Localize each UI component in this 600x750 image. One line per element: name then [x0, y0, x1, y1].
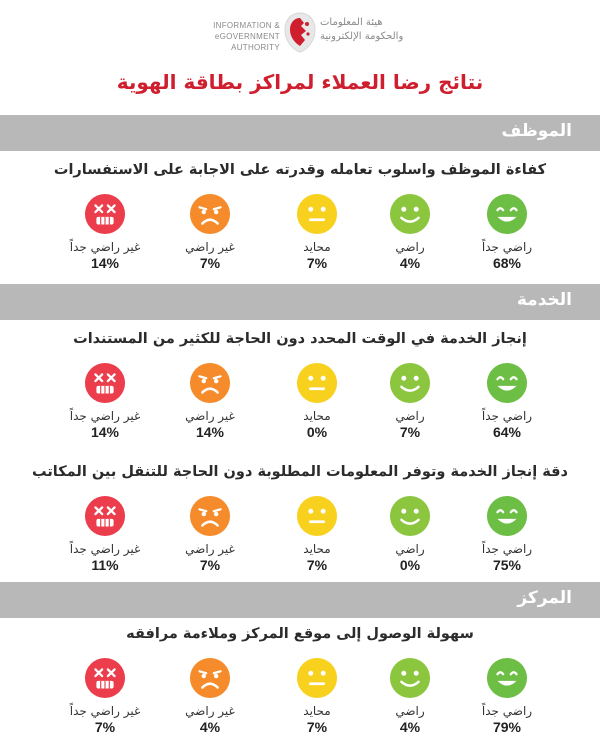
rating-neutral	[272, 362, 362, 440]
rating-percent: 4%	[399, 719, 421, 735]
section-label: الخدمة	[516, 290, 572, 310]
rating-row	[0, 495, 600, 585]
section-band-service	[0, 284, 600, 320]
satisfied-face-icon	[389, 657, 431, 699]
neutral-face-icon	[296, 362, 338, 404]
dissatisfied-face-icon	[189, 495, 231, 537]
rating-percent: 14%	[90, 255, 120, 271]
org-name-english-line2: eGOVERNMENT AUTHORITY	[214, 32, 280, 52]
authority-logo-icon	[282, 10, 318, 54]
rating-percent: 7%	[306, 255, 328, 271]
very-satisfied-face-icon	[486, 193, 528, 235]
rating-percent: 7%	[94, 719, 116, 735]
rating-label: غير راضي	[185, 704, 235, 718]
rating-percent: 0%	[399, 557, 421, 573]
rating-percent: 7%	[199, 557, 221, 573]
neutral-face-icon	[296, 657, 338, 699]
rating-very-dissatisfied	[60, 495, 150, 573]
satisfied-face-icon	[389, 362, 431, 404]
rating-satisfied	[365, 193, 455, 271]
rating-label: محايد	[303, 409, 331, 423]
rating-label: راضي جداً	[481, 240, 533, 254]
rating-percent: 14%	[195, 424, 225, 440]
question-text: سهولة الوصول إلى موقع المركز وملاءمة مرافقه	[126, 626, 474, 642]
section-label: المركز	[517, 588, 572, 608]
rating-percent: 0%	[306, 424, 328, 440]
rating-label: غير راضي	[185, 240, 235, 254]
page-title: نتائج رضا العملاء لمراكز بطاقة الهوية	[116, 70, 484, 94]
rating-label: غير راضي جداً	[69, 240, 141, 254]
rating-dissatisfied	[165, 362, 255, 440]
very-dissatisfied-face-icon	[84, 193, 126, 235]
org-name-arabic-line2: والحكومة الإلكترونية	[320, 31, 404, 42]
dissatisfied-face-icon	[189, 193, 231, 235]
question-text: دقة إنجاز الخدمة وتوفر المعلومات المطلوبة دون الحاجة للتنقل بين المكاتب	[32, 464, 568, 480]
rating-label: محايد	[303, 704, 331, 718]
rating-neutral	[272, 193, 362, 271]
neutral-face-icon	[296, 495, 338, 537]
rating-row	[0, 657, 600, 747]
rating-dissatisfied	[165, 495, 255, 573]
page-header	[0, 0, 600, 62]
rating-percent: 64%	[492, 424, 522, 440]
rating-neutral	[272, 657, 362, 735]
rating-very-dissatisfied	[60, 657, 150, 735]
rating-label: راضي	[395, 240, 425, 254]
rating-label: غير راضي جداً	[69, 409, 141, 423]
rating-very-dissatisfied	[60, 193, 150, 271]
rating-percent: 11%	[91, 557, 119, 573]
rating-label: غير راضي جداً	[69, 704, 141, 718]
rating-very-satisfied	[462, 495, 552, 573]
rating-label: محايد	[303, 240, 331, 254]
rating-percent: 14%	[90, 424, 120, 440]
rating-label: غير راضي	[185, 542, 235, 556]
rating-label: راضي جداً	[481, 542, 533, 556]
rating-very-dissatisfied	[60, 362, 150, 440]
rating-label: غير راضي	[185, 409, 235, 423]
question-text: إنجاز الخدمة في الوقت المحدد دون الحاجة للكثير من المستندات	[73, 331, 527, 347]
rating-satisfied	[365, 362, 455, 440]
neutral-face-icon	[296, 193, 338, 235]
rating-percent: 7%	[199, 255, 221, 271]
org-name-arabic	[320, 16, 430, 44]
rating-dissatisfied	[165, 657, 255, 735]
section-band-employee	[0, 115, 600, 151]
dissatisfied-face-icon	[189, 657, 231, 699]
rating-satisfied	[365, 495, 455, 573]
rating-label: راضي	[395, 409, 425, 423]
rating-percent: 7%	[399, 424, 421, 440]
rating-neutral	[272, 495, 362, 573]
rating-percent: 68%	[492, 255, 522, 271]
very-dissatisfied-face-icon	[84, 362, 126, 404]
rating-very-satisfied	[462, 362, 552, 440]
rating-percent: 7%	[306, 557, 328, 573]
section-band-center	[0, 582, 600, 618]
rating-label: محايد	[303, 542, 331, 556]
org-name-arabic-line1: هيئة المعلومات	[320, 17, 383, 28]
rating-very-satisfied	[462, 657, 552, 735]
rating-percent: 4%	[199, 719, 221, 735]
satisfied-face-icon	[389, 193, 431, 235]
rating-dissatisfied	[165, 193, 255, 271]
very-dissatisfied-face-icon	[84, 495, 126, 537]
rating-satisfied	[365, 657, 455, 735]
satisfied-face-icon	[389, 495, 431, 537]
rating-row	[0, 362, 600, 452]
question-text: كفاءة الموظف واسلوب تعامله وقدرته على الاجابة على الاستفسارات	[53, 162, 547, 178]
section-label: الموظف	[501, 121, 572, 141]
rating-label: راضي جداً	[481, 409, 533, 423]
rating-label: راضي	[395, 542, 425, 556]
rating-percent: 4%	[399, 255, 421, 271]
very-satisfied-face-icon	[486, 495, 528, 537]
rating-percent: 75%	[492, 557, 522, 573]
very-satisfied-face-icon	[486, 362, 528, 404]
dissatisfied-face-icon	[189, 362, 231, 404]
rating-percent: 7%	[306, 719, 328, 735]
rating-row	[0, 193, 600, 283]
rating-label: غير راضي جداً	[69, 542, 141, 556]
rating-label: راضي	[395, 704, 425, 718]
org-name-english-line1: INFORMATION &	[213, 21, 280, 30]
rating-percent: 79%	[492, 719, 522, 735]
rating-label: راضي جداً	[481, 704, 533, 718]
org-name-english	[170, 20, 280, 53]
very-satisfied-face-icon	[486, 657, 528, 699]
very-dissatisfied-face-icon	[84, 657, 126, 699]
rating-very-satisfied	[462, 193, 552, 271]
